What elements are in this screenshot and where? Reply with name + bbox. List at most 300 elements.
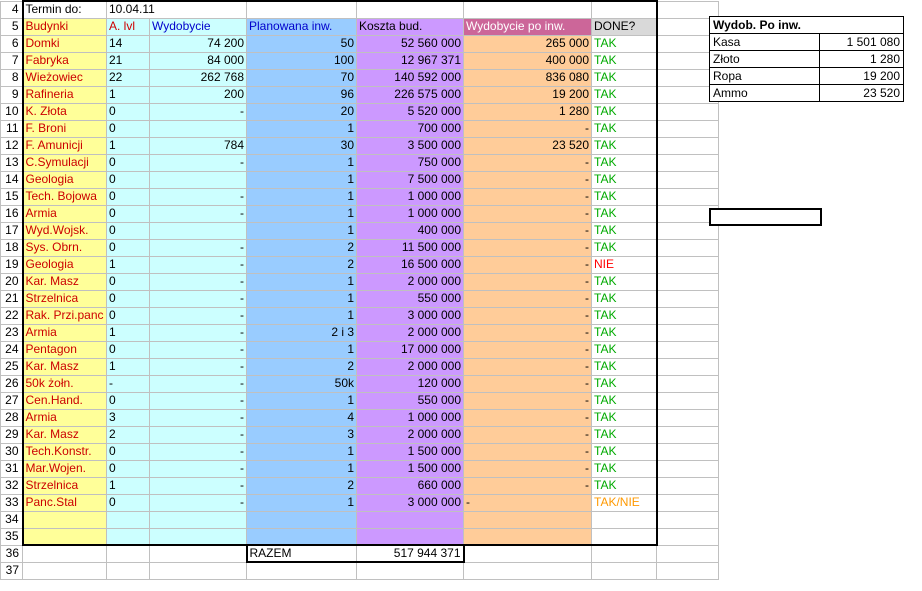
table-row[interactable] — [1, 494, 719, 511]
cell-wydobycie-po[interactable]: - — [464, 375, 592, 392]
empty-cell[interactable] — [657, 409, 719, 426]
table-row[interactable] — [1, 137, 719, 154]
cell-budynki[interactable]: Tech. Bojowa — [23, 188, 107, 205]
cell-koszta[interactable]: 1 000 000 — [357, 205, 464, 222]
cell-alvl[interactable]: 14 — [107, 35, 150, 52]
cell-wydobycie[interactable]: 262 768 — [150, 69, 247, 86]
cell-wydobycie[interactable]: 84 000 — [150, 52, 247, 69]
cell-budynki[interactable]: Armia — [23, 205, 107, 222]
cell-plan[interactable]: 100 — [247, 52, 357, 69]
cell-koszta[interactable]: 226 575 000 — [357, 86, 464, 103]
cell-wydobycie[interactable] — [150, 171, 247, 188]
cell-budynki[interactable]: Domki — [23, 35, 107, 52]
cell-wydobycie[interactable]: - — [150, 494, 247, 511]
cell-budynki[interactable]: Kar. Masz — [23, 273, 107, 290]
empty-cell[interactable] — [657, 460, 719, 477]
cell-wydobycie-po[interactable]: - — [464, 290, 592, 307]
cell-koszta[interactable]: 550 000 — [357, 392, 464, 409]
cell-plan[interactable]: 1 — [247, 392, 357, 409]
cell-alvl[interactable] — [107, 528, 150, 545]
empty-cell[interactable] — [657, 341, 719, 358]
cell-koszta[interactable]: 2 000 000 — [357, 426, 464, 443]
table-row[interactable] — [1, 341, 719, 358]
cell-budynki[interactable]: Rak. Przi.panc — [23, 307, 107, 324]
cell-alvl[interactable]: 1 — [107, 86, 150, 103]
cell-wydobycie-po[interactable]: - — [464, 358, 592, 375]
cell-alvl[interactable]: 0 — [107, 154, 150, 171]
cell-wydobycie-po[interactable]: 265 000 — [464, 35, 592, 52]
cell-wydobycie-po[interactable]: - — [464, 324, 592, 341]
cell-koszta[interactable]: 400 000 — [357, 222, 464, 239]
empty-cell[interactable] — [464, 545, 592, 562]
cell-koszta[interactable]: 700 000 — [357, 120, 464, 137]
empty-cell[interactable] — [150, 545, 247, 562]
cell-wydobycie-po[interactable]: 836 080 — [464, 69, 592, 86]
cell-alvl[interactable]: 0 — [107, 307, 150, 324]
cell-wydobycie[interactable]: 200 — [150, 86, 247, 103]
table-row[interactable] — [1, 307, 719, 324]
table-row[interactable] — [1, 222, 719, 239]
cell-alvl[interactable]: 0 — [107, 443, 150, 460]
empty-cell[interactable] — [357, 1, 464, 18]
cell-wydobycie-po[interactable] — [464, 528, 592, 545]
cell-wydobycie-po[interactable]: - — [464, 409, 592, 426]
empty-cell[interactable] — [107, 562, 150, 579]
empty-cell[interactable] — [657, 375, 719, 392]
cell-done[interactable]: TAK — [592, 290, 657, 307]
empty-cell[interactable] — [23, 562, 107, 579]
cell-done[interactable]: TAK — [592, 239, 657, 256]
empty-cell[interactable] — [657, 477, 719, 494]
cell-wydobycie-po[interactable]: - — [464, 154, 592, 171]
cell-wydobycie-po[interactable]: - — [464, 120, 592, 137]
cell-wydobycie-po[interactable]: - — [464, 171, 592, 188]
cell-koszta[interactable] — [357, 528, 464, 545]
cell-done[interactable]: NIE — [592, 256, 657, 273]
cell-budynki[interactable]: Armia — [23, 409, 107, 426]
cell-wydobycie-po[interactable]: - — [464, 239, 592, 256]
table-row[interactable] — [1, 409, 719, 426]
cell-plan[interactable]: 70 — [247, 69, 357, 86]
cell-alvl[interactable]: 22 — [107, 69, 150, 86]
cell-budynki[interactable]: Kar. Masz — [23, 426, 107, 443]
table-row[interactable] — [1, 392, 719, 409]
cell-done[interactable]: TAK — [592, 52, 657, 69]
cell-done[interactable]: TAK — [592, 426, 657, 443]
col-header-plan[interactable]: Planowana inw. — [247, 18, 357, 35]
summary-table[interactable] — [709, 16, 904, 102]
cell-wydobycie-po[interactable] — [464, 511, 592, 528]
cell-wydobycie[interactable]: - — [150, 273, 247, 290]
empty-cell[interactable] — [657, 290, 719, 307]
table-row[interactable] — [1, 103, 719, 120]
cell-wydobycie[interactable]: - — [150, 426, 247, 443]
cell-budynki[interactable]: Pentagon — [23, 341, 107, 358]
empty-cell[interactable] — [592, 562, 657, 579]
cell-budynki[interactable]: Fabryka — [23, 52, 107, 69]
cell-alvl[interactable]: 3 — [107, 409, 150, 426]
cell-budynki[interactable]: F. Amunicji — [23, 137, 107, 154]
row-total[interactable] — [1, 545, 719, 562]
cell-koszta[interactable]: 16 500 000 — [357, 256, 464, 273]
cell-wydobycie-po[interactable]: - — [464, 477, 592, 494]
cell-koszta[interactable]: 2 000 000 — [357, 324, 464, 341]
cell-done[interactable]: TAK — [592, 205, 657, 222]
cell-budynki[interactable]: Mar.Wojen. — [23, 460, 107, 477]
cell-plan[interactable]: 2 — [247, 256, 357, 273]
cell-budynki[interactable]: Tech.Konstr. — [23, 443, 107, 460]
cell-alvl[interactable]: 0 — [107, 205, 150, 222]
cell-plan[interactable]: 1 — [247, 171, 357, 188]
cell-wydobycie[interactable]: - — [150, 290, 247, 307]
cell-done[interactable] — [592, 528, 657, 545]
empty-cell[interactable] — [657, 324, 719, 341]
cell-alvl[interactable]: 0 — [107, 239, 150, 256]
cell-budynki[interactable] — [23, 528, 107, 545]
cell-wydobycie[interactable] — [150, 511, 247, 528]
cell-wydobycie[interactable]: - — [150, 443, 247, 460]
cell-plan[interactable]: 1 — [247, 222, 357, 239]
empty-cell[interactable] — [657, 562, 719, 579]
cell-plan[interactable]: 1 — [247, 341, 357, 358]
table-row[interactable] — [1, 290, 719, 307]
summary-value[interactable]: 1 501 080 — [820, 34, 904, 51]
cell-wydobycie[interactable] — [150, 120, 247, 137]
cell-done[interactable]: TAK — [592, 171, 657, 188]
cell-budynki[interactable]: Armia — [23, 324, 107, 341]
empty-cell[interactable] — [657, 256, 719, 273]
cell-alvl[interactable]: 0 — [107, 103, 150, 120]
cell-wydobycie-po[interactable]: 23 520 — [464, 137, 592, 154]
cell-wydobycie[interactable]: 784 — [150, 137, 247, 154]
cell-wydobycie[interactable]: - — [150, 375, 247, 392]
empty-cell[interactable] — [657, 307, 719, 324]
cell-plan[interactable] — [247, 528, 357, 545]
empty-cell[interactable] — [247, 562, 357, 579]
cell-plan[interactable]: 96 — [247, 86, 357, 103]
cell-wydobycie-po[interactable]: - — [464, 426, 592, 443]
summary-value[interactable]: 1 280 — [820, 51, 904, 68]
cell-budynki[interactable]: 50k żołn. — [23, 375, 107, 392]
cell-done[interactable]: TAK — [592, 154, 657, 171]
cell-done[interactable]: TAK — [592, 35, 657, 52]
table-row[interactable] — [1, 426, 719, 443]
cell-alvl[interactable]: 0 — [107, 460, 150, 477]
termin-label[interactable]: Termin do: — [23, 1, 107, 18]
termin-value[interactable]: 10.04.11 — [107, 1, 247, 18]
cell-wydobycie[interactable]: - — [150, 239, 247, 256]
summary-label[interactable]: Złoto — [710, 51, 820, 68]
cell-koszta[interactable]: 7 500 000 — [357, 171, 464, 188]
empty-cell[interactable] — [657, 171, 719, 188]
summary-label[interactable]: Ropa — [710, 68, 820, 85]
cell-done[interactable]: TAK — [592, 409, 657, 426]
cell-alvl[interactable]: 0 — [107, 273, 150, 290]
empty-cell[interactable] — [657, 443, 719, 460]
cell-alvl[interactable]: 1 — [107, 137, 150, 154]
cell-plan[interactable]: 1 — [247, 120, 357, 137]
col-header-wydobycie-po[interactable]: Wydobycie po inw. — [464, 18, 592, 35]
table-row[interactable] — [1, 239, 719, 256]
cell-wydobycie[interactable]: - — [150, 392, 247, 409]
table-row[interactable] — [1, 35, 719, 52]
cell-plan[interactable]: 1 — [247, 188, 357, 205]
empty-cell[interactable] — [657, 120, 719, 137]
cell-wydobycie[interactable]: - — [150, 103, 247, 120]
cell-alvl[interactable]: 0 — [107, 171, 150, 188]
cell-plan[interactable]: 2 — [247, 239, 357, 256]
cell-done[interactable]: TAK — [592, 375, 657, 392]
cell-budynki[interactable]: Wyd.Wojsk. — [23, 222, 107, 239]
cell-budynki[interactable]: Rafineria — [23, 86, 107, 103]
cell-done[interactable]: TAK — [592, 341, 657, 358]
empty-cell[interactable] — [107, 545, 150, 562]
summary-row[interactable] — [710, 51, 904, 68]
empty-cell[interactable] — [657, 494, 719, 511]
cell-wydobycie-po[interactable]: - — [464, 341, 592, 358]
table-row[interactable] — [1, 443, 719, 460]
cell-done[interactable]: TAK/NIE — [592, 494, 657, 511]
cell-done[interactable]: TAK — [592, 443, 657, 460]
total-label[interactable]: RAZEM — [247, 545, 357, 562]
summary-label[interactable]: Kasa — [710, 34, 820, 51]
cell-plan[interactable]: 3 — [247, 426, 357, 443]
empty-cell[interactable] — [464, 1, 592, 18]
cell-alvl[interactable] — [107, 511, 150, 528]
cell-wydobycie[interactable]: - — [150, 341, 247, 358]
cell-budynki[interactable]: F. Broni — [23, 120, 107, 137]
cell-koszta[interactable]: 660 000 — [357, 477, 464, 494]
empty-cell[interactable] — [150, 562, 247, 579]
cell-plan[interactable]: 1 — [247, 273, 357, 290]
cell-alvl[interactable]: 1 — [107, 358, 150, 375]
empty-cell[interactable] — [657, 426, 719, 443]
cell-wydobycie-po[interactable]: - — [464, 392, 592, 409]
table-row-blank[interactable] — [1, 528, 719, 545]
cell-wydobycie-po[interactable]: - — [464, 256, 592, 273]
cell-done[interactable]: TAK — [592, 477, 657, 494]
col-header-alvl[interactable]: A. lvl — [107, 18, 150, 35]
cell-wydobycie[interactable]: - — [150, 154, 247, 171]
empty-cell[interactable] — [464, 562, 592, 579]
col-header-koszta[interactable]: Koszta bud. — [357, 18, 464, 35]
cell-plan[interactable]: 1 — [247, 307, 357, 324]
cell-alvl[interactable]: 2 — [107, 426, 150, 443]
cell-wydobycie[interactable]: - — [150, 460, 247, 477]
cell-done[interactable]: TAK — [592, 69, 657, 86]
cell-wydobycie[interactable]: - — [150, 358, 247, 375]
cell-budynki[interactable]: Panc.Stal — [23, 494, 107, 511]
summary-row[interactable] — [710, 85, 904, 102]
cell-alvl[interactable]: 0 — [107, 290, 150, 307]
empty-cell[interactable] — [247, 1, 357, 18]
cell-wydobycie-po[interactable]: 1 280 — [464, 103, 592, 120]
table-row[interactable] — [1, 460, 719, 477]
cell-wydobycie-po[interactable]: - — [464, 273, 592, 290]
empty-cell[interactable] — [657, 103, 719, 120]
cell-alvl[interactable]: 0 — [107, 341, 150, 358]
cell-wydobycie-po[interactable]: - — [464, 222, 592, 239]
cell-budynki[interactable]: Strzelnica — [23, 477, 107, 494]
table-row[interactable] — [1, 69, 719, 86]
cell-done[interactable]: TAK — [592, 137, 657, 154]
cell-plan[interactable]: 50k — [247, 375, 357, 392]
cell-wydobycie[interactable]: 74 200 — [150, 35, 247, 52]
cell-alvl[interactable]: - — [107, 375, 150, 392]
cell-koszta[interactable]: 750 000 — [357, 154, 464, 171]
summary-value[interactable]: 23 520 — [820, 85, 904, 102]
cell-koszta[interactable]: 1 500 000 — [357, 443, 464, 460]
cell-plan[interactable]: 4 — [247, 409, 357, 426]
cell-wydobycie[interactable] — [150, 528, 247, 545]
cell-budynki[interactable]: C.Symulacji — [23, 154, 107, 171]
cell-wydobycie-po[interactable]: - — [464, 188, 592, 205]
table-row[interactable] — [1, 358, 719, 375]
empty-cell[interactable] — [657, 358, 719, 375]
cell-budynki[interactable] — [23, 511, 107, 528]
cell-wydobycie-po[interactable]: - — [464, 205, 592, 222]
table-row[interactable] — [1, 171, 719, 188]
cell-alvl[interactable]: 0 — [107, 120, 150, 137]
empty-cell[interactable] — [657, 528, 719, 545]
cell-alvl[interactable]: 0 — [107, 392, 150, 409]
cell-koszta[interactable]: 5 520 000 — [357, 103, 464, 120]
cell-koszta[interactable]: 11 500 000 — [357, 239, 464, 256]
table-row[interactable] — [1, 273, 719, 290]
cell-koszta[interactable]: 1 500 000 — [357, 460, 464, 477]
table-row[interactable] — [1, 477, 719, 494]
cell-budynki[interactable]: Wieżowiec — [23, 69, 107, 86]
cell-alvl[interactable]: 1 — [107, 324, 150, 341]
table-row[interactable] — [1, 188, 719, 205]
cell-wydobycie[interactable]: - — [150, 477, 247, 494]
cell-wydobycie[interactable]: - — [150, 324, 247, 341]
summary-row[interactable] — [710, 34, 904, 51]
cell-wydobycie[interactable]: - — [150, 409, 247, 426]
cell-wydobycie[interactable] — [150, 222, 247, 239]
cell-wydobycie-po[interactable]: 19 200 — [464, 86, 592, 103]
cell-koszta[interactable]: 12 967 371 — [357, 52, 464, 69]
empty-cell[interactable] — [657, 137, 719, 154]
empty-cell[interactable] — [657, 545, 719, 562]
empty-cell[interactable] — [657, 239, 719, 256]
cell-plan[interactable]: 2 i 3 — [247, 324, 357, 341]
col-header-wydobycie[interactable]: Wydobycie — [150, 18, 247, 35]
selected-empty-cell[interactable] — [709, 208, 822, 226]
cell-done[interactable]: TAK — [592, 324, 657, 341]
cell-budynki[interactable]: Strzelnica — [23, 290, 107, 307]
cell-plan[interactable]: 1 — [247, 494, 357, 511]
empty-cell[interactable] — [357, 562, 464, 579]
cell-wydobycie-po[interactable]: - — [464, 460, 592, 477]
cell-budynki[interactable]: K. Złota — [23, 103, 107, 120]
cell-wydobycie-po[interactable]: - — [464, 494, 592, 511]
cell-done[interactable] — [592, 511, 657, 528]
total-value[interactable]: 517 944 371 — [357, 545, 464, 562]
col-header-budynki[interactable]: Budynki — [23, 18, 107, 35]
empty-cell[interactable] — [592, 545, 657, 562]
cell-plan[interactable]: 20 — [247, 103, 357, 120]
cell-plan[interactable]: 1 — [247, 205, 357, 222]
cell-koszta[interactable]: 1 000 000 — [357, 188, 464, 205]
cell-done[interactable]: TAK — [592, 120, 657, 137]
cell-done[interactable]: TAK — [592, 307, 657, 324]
cell-budynki[interactable]: Cen.Hand. — [23, 392, 107, 409]
summary-label[interactable]: Ammo — [710, 85, 820, 102]
cell-budynki[interactable]: Geologia — [23, 256, 107, 273]
cell-koszta[interactable]: 3 000 000 — [357, 307, 464, 324]
cell-alvl[interactable]: 1 — [107, 477, 150, 494]
empty-cell[interactable] — [657, 154, 719, 171]
cell-done[interactable]: TAK — [592, 188, 657, 205]
col-header-done[interactable]: DONE? — [592, 18, 657, 35]
cell-alvl[interactable]: 0 — [107, 222, 150, 239]
cell-koszta[interactable]: 550 000 — [357, 290, 464, 307]
cell-wydobycie[interactable]: - — [150, 307, 247, 324]
table-row-blank[interactable] — [1, 562, 719, 579]
table-row[interactable] — [1, 205, 719, 222]
cell-plan[interactable]: 1 — [247, 154, 357, 171]
cell-koszta[interactable]: 2 000 000 — [357, 358, 464, 375]
cell-budynki[interactable]: Kar. Masz — [23, 358, 107, 375]
cell-plan[interactable]: 50 — [247, 35, 357, 52]
cell-done[interactable]: TAK — [592, 103, 657, 120]
table-row[interactable] — [1, 52, 719, 69]
cell-alvl[interactable]: 1 — [107, 256, 150, 273]
cell-plan[interactable]: 1 — [247, 290, 357, 307]
cell-koszta[interactable] — [357, 511, 464, 528]
summary-row[interactable] — [710, 68, 904, 85]
cell-plan[interactable]: 30 — [247, 137, 357, 154]
cell-plan[interactable]: 2 — [247, 477, 357, 494]
table-row[interactable] — [1, 256, 719, 273]
cell-koszta[interactable]: 17 000 000 — [357, 341, 464, 358]
cell-koszta[interactable]: 140 592 000 — [357, 69, 464, 86]
cell-wydobycie[interactable]: - — [150, 205, 247, 222]
table-row[interactable] — [1, 154, 719, 171]
cell-koszta[interactable]: 2 000 000 — [357, 273, 464, 290]
empty-cell[interactable] — [657, 273, 719, 290]
table-row-blank[interactable] — [1, 511, 719, 528]
cell-plan[interactable]: 1 — [247, 460, 357, 477]
cell-done[interactable]: TAK — [592, 392, 657, 409]
cell-koszta[interactable]: 120 000 — [357, 375, 464, 392]
empty-cell[interactable] — [657, 392, 719, 409]
cell-koszta[interactable]: 3 000 000 — [357, 494, 464, 511]
empty-cell[interactable] — [592, 1, 657, 18]
cell-plan[interactable]: 1 — [247, 443, 357, 460]
table-row[interactable] — [1, 324, 719, 341]
cell-alvl[interactable]: 0 — [107, 494, 150, 511]
summary-value[interactable]: 19 200 — [820, 68, 904, 85]
empty-cell[interactable] — [657, 188, 719, 205]
cell-done[interactable]: TAK — [592, 273, 657, 290]
cell-budynki[interactable]: Geologia — [23, 171, 107, 188]
cell-done[interactable]: TAK — [592, 86, 657, 103]
cell-budynki[interactable]: Sys. Obrn. — [23, 239, 107, 256]
cell-done[interactable]: TAK — [592, 460, 657, 477]
cell-wydobycie[interactable]: - — [150, 256, 247, 273]
cell-koszta[interactable]: 1 000 000 — [357, 409, 464, 426]
cell-wydobycie-po[interactable]: - — [464, 307, 592, 324]
cell-wydobycie-po[interactable]: 400 000 — [464, 52, 592, 69]
table-row[interactable] — [1, 375, 719, 392]
cell-wydobycie-po[interactable]: - — [464, 443, 592, 460]
cell-alvl[interactable]: 21 — [107, 52, 150, 69]
cell-koszta[interactable]: 3 500 000 — [357, 137, 464, 154]
summary-title[interactable]: Wydob. Po inw. — [710, 17, 904, 34]
cell-done[interactable]: TAK — [592, 222, 657, 239]
